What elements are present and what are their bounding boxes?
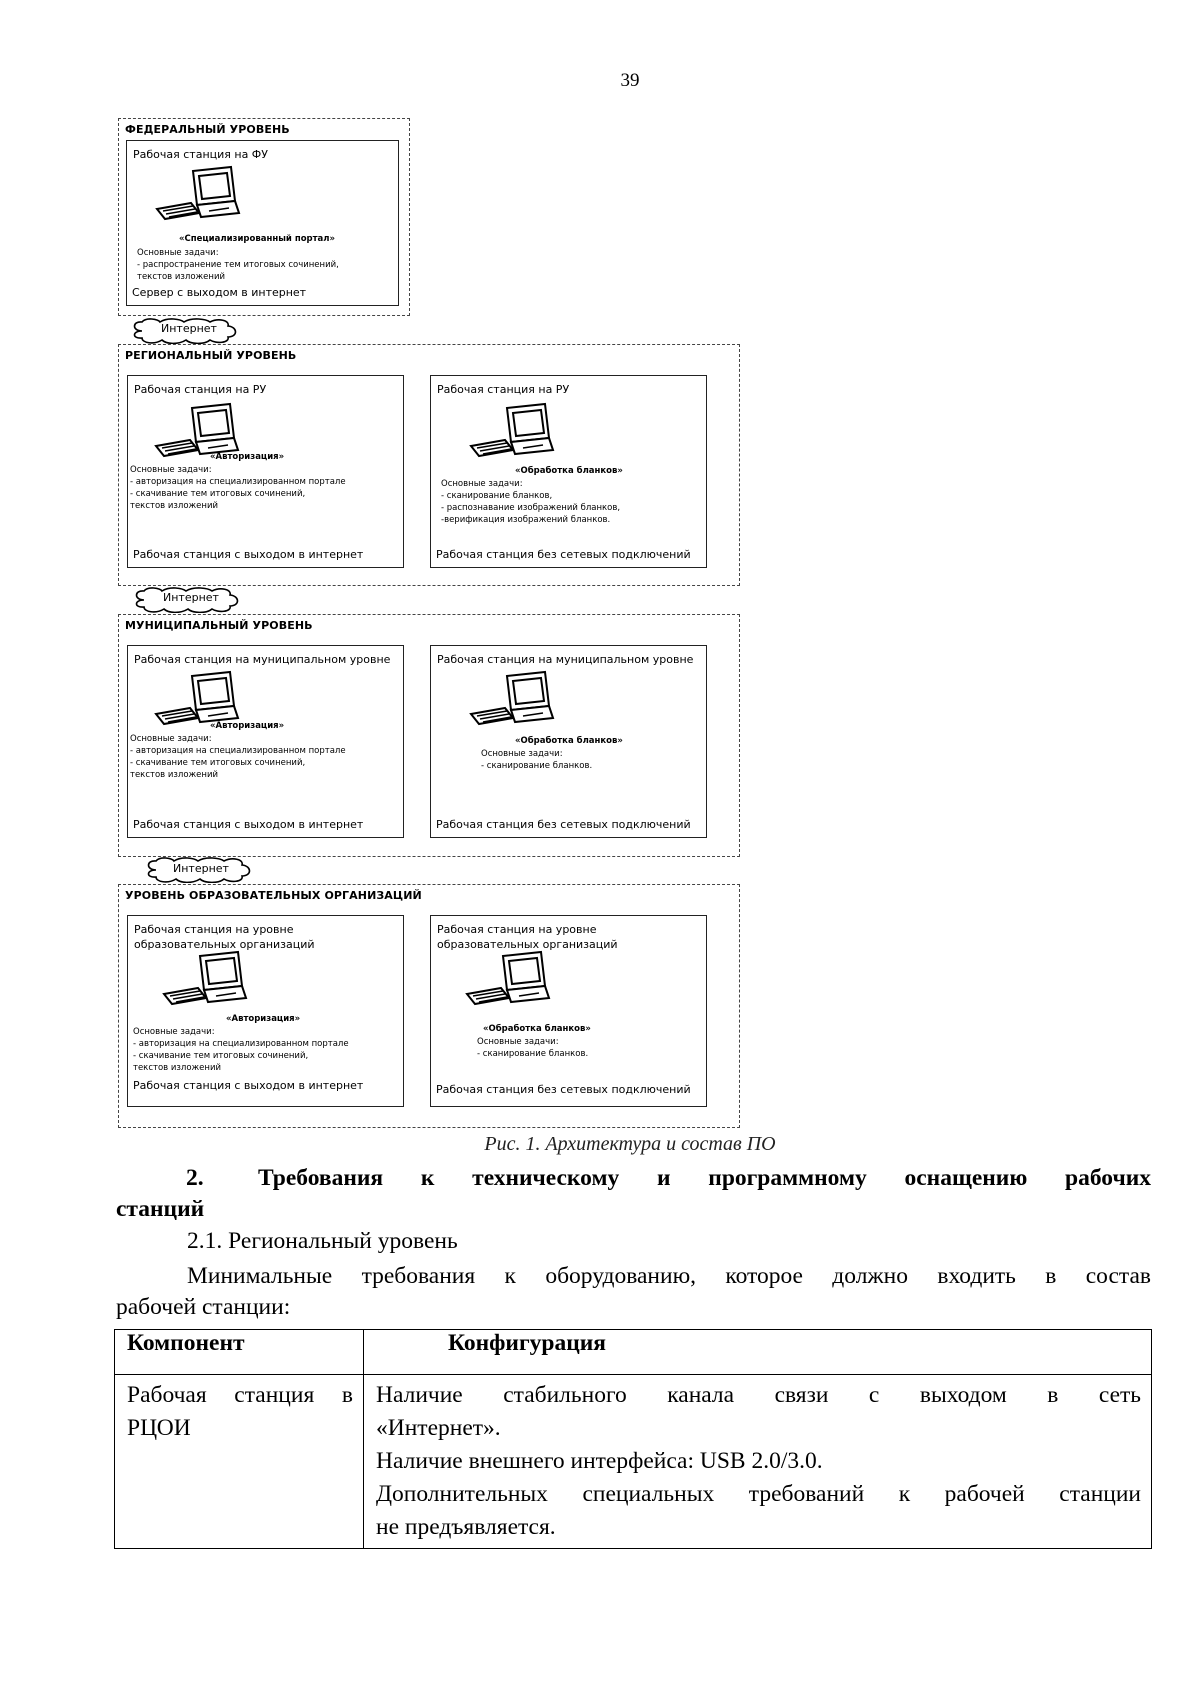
station-footer: Рабочая станция без сетевых подключений	[436, 1083, 691, 1096]
workstation-icon	[160, 950, 252, 1014]
section-number: 2.	[186, 1165, 204, 1191]
table-row	[115, 1375, 1152, 1549]
paragraph-line2: рабочей станции:	[116, 1294, 291, 1320]
station-municipal-forms	[430, 645, 707, 838]
station-regional-auth	[127, 375, 404, 568]
station-header: Рабочая станция на РУ	[134, 383, 267, 396]
station-software-name: «Обработка бланков»	[515, 466, 623, 476]
level-educational	[118, 884, 740, 1128]
workstation-icon	[467, 402, 559, 466]
station-software-name: «Обработка бланков»	[483, 1024, 591, 1034]
cell-component	[115, 1375, 364, 1549]
station-footer: Рабочая станция с выходом в интернет	[133, 818, 364, 831]
station-tasks: Основные задачи: - сканирование бланков.	[481, 749, 593, 771]
section-title-line1: Требования к техническому и программному оснащению рабочих	[258, 1165, 1151, 1191]
internet-label: Интернет	[173, 862, 229, 875]
level-title: РЕГИОНАЛЬНЫЙ УРОВЕНЬ	[125, 349, 297, 362]
level-municipal	[118, 614, 740, 857]
station-tasks: Основные задачи: - распространение тем итоговых сочинений, текстов изложений	[137, 248, 339, 282]
level-federal	[118, 118, 410, 316]
station-software-name: «Авторизация»	[226, 1014, 301, 1024]
section-heading	[116, 1163, 1151, 1225]
station-header: Рабочая станция на ФУ	[133, 148, 268, 161]
station-tasks: Основные задачи: - сканирование бланков, - распознавание изображений бланков, -верификация изображений бланков.	[441, 479, 621, 525]
station-software-name: «Обработка бланков»	[515, 736, 623, 746]
station-tasks: Основные задачи: - сканирование бланков.	[477, 1037, 589, 1059]
station-municipal-auth	[127, 645, 404, 838]
station-header: Рабочая станция на муниципальном уровне	[437, 653, 694, 666]
level-regional	[118, 344, 740, 586]
config-line: Дополнительных специальных требований к рабочей станции	[376, 1481, 1141, 1507]
config-line: не предъявляется.	[376, 1514, 556, 1540]
station-software-name: «Авторизация»	[210, 452, 285, 462]
station-tasks: Основные задачи: - авторизация на специализированном портале - скачивание тем итоговых сочинений, текстов изложений	[133, 1027, 349, 1073]
workstation-icon	[153, 165, 245, 229]
level-title: МУНИЦИПАЛЬНЫЙ УРОВЕНЬ	[125, 619, 313, 632]
level-title: УРОВЕНЬ ОБРАЗОВАТЕЛЬНЫХ ОРГАНИЗАЦИЙ	[125, 889, 422, 902]
column-header-configuration: Конфигурация	[364, 1330, 1152, 1375]
page-number: 39	[620, 70, 640, 91]
config-line: «Интернет».	[376, 1415, 501, 1441]
station-footer: Рабочая станция с выходом в интернет	[133, 548, 364, 561]
station-header: Рабочая станция на уровне образовательных организаций	[134, 923, 315, 951]
station-header: Рабочая станция на муниципальном уровне	[134, 653, 391, 666]
config-line: Наличие стабильного канала связи с выходом в сеть	[376, 1382, 1141, 1408]
workstation-icon	[463, 950, 555, 1014]
subsection-heading: 2.1. Региональный уровень	[187, 1228, 458, 1254]
table-header-row	[115, 1330, 1152, 1375]
station-edu-forms	[430, 915, 707, 1107]
section-heading-line1	[116, 1163, 1151, 1194]
station-tasks: Основные задачи: - авторизация на специализированном портале - скачивание тем итоговых сочинений, текстов изложений	[130, 465, 346, 511]
station-tasks: Основные задачи: - авторизация на специализированном портале - скачивание тем итоговых сочинений, текстов изложений	[130, 734, 346, 780]
station-footer: Сервер с выходом в интернет	[132, 286, 307, 299]
config-line: Наличие внешнего интерфейса: USB 2.0/3.0.	[376, 1448, 823, 1474]
station-header: Рабочая станция на РУ	[437, 383, 570, 396]
internet-label: Интернет	[163, 591, 219, 604]
paragraph-line1: Минимальные требования к оборудованию, которое должно входить в состав	[187, 1263, 1151, 1289]
station-software-name: «Авторизация»	[210, 721, 285, 731]
component-line1: Рабочая станция в	[127, 1382, 353, 1408]
station-regional-forms	[430, 375, 707, 568]
requirements-intro	[116, 1261, 1151, 1323]
internet-label: Интернет	[161, 322, 217, 335]
station-federal	[126, 140, 399, 306]
level-title: ФЕДЕРАЛЬНЫЙ УРОВЕНЬ	[125, 123, 290, 136]
station-edu-auth	[127, 915, 404, 1107]
component-line2: РЦОИ	[127, 1415, 191, 1441]
requirements-table	[114, 1329, 1152, 1549]
column-header-component: Компонент	[115, 1330, 364, 1375]
workstation-icon	[467, 670, 559, 734]
station-footer: Рабочая станция с выходом в интернет	[133, 1079, 364, 1092]
station-header: Рабочая станция на уровне образовательных организаций	[437, 923, 618, 951]
station-footer: Рабочая станция без сетевых подключений	[436, 548, 691, 561]
cell-configuration	[364, 1375, 1152, 1549]
station-footer: Рабочая станция без сетевых подключений	[436, 818, 691, 831]
figure-caption: Рис. 1. Архитектура и состав ПО	[484, 1133, 776, 1155]
section-title-line2: станций	[116, 1196, 205, 1222]
station-software-name: «Специализированный портал»	[179, 234, 335, 244]
